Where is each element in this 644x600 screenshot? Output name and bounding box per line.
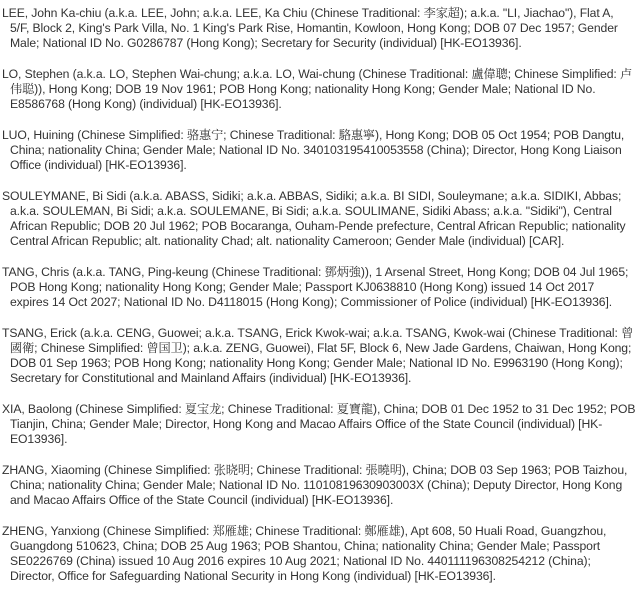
list-entry-lee-john: LEE, John Ka-chiu (a.k.a. LEE, John; a.k.a. LEE, Ka Chiu (Chinese Traditional: 李家超); a.k.a. "LI, Jiachao"), Flat A, 5/F, Block 2, King's Park Villa, No. 1 King's Park Rise, Homantin, Kowloon, Hong Kong; DOB 07 Dec 1957; Gender Male; National ID No. G0286787 (Hong Kong); Secretary for Security (individual) [HK-EO13936].	[2, 6, 618, 50]
list-entry-lo-stephen: LO, Stephen (a.k.a. LO, Stephen Wai-chung; a.k.a. LO, Wai-chung (Chinese Traditional: 盧偉聰; Chinese Simplified: 卢伟聪)), Hong Kong; DOB 19 Nov 1961; POB Hong Kong; nationality Hong Kong; Gender Male; National ID No. E8586768 (Hong Kong) (individual) [HK-EO13936].	[2, 67, 633, 111]
list-entry-zheng-yanxiong: ZHENG, Yanxiong (Chinese Simplified: 郑雁雄; Chinese Traditional: 鄭雁雄), Apt 608, 50 Huali Road, Guangzhou, Guangdong 510623, China; DOB 25 Aug 1963; POB Shantou, China; nationality China; Gender Male; Passport SE0226769 (China) issued 10 Aug 2016 expires 10 Aug 2021; National ID No. 440111196308254212 (China); Director, Office for Safeguarding National Security in Hong Kong (individual) [HK-EO13936].	[2, 524, 607, 583]
list-entry-tang-chris: TANG, Chris (a.k.a. TANG, Ping-keung (Chinese Traditional: 鄧炳強)), 1 Arsenal Street, Hong Kong; DOB 04 Jul 1965; POB Hong Kong; nationality Hong Kong; Gender Male; Passport KJ0638810 (Hong Kong) issued 14 Oct 2017 expires 14 Oct 2027; National ID No. D4118015 (Hong Kong); Commissioner of Police (individual) [HK-EO13936].	[2, 265, 629, 309]
list-entry-luo-huining: LUO, Huining (Chinese Simplified: 骆惠宁; Chinese Traditional: 駱惠寧), Hong Kong; DOB 05 Oct 1954; POB Dangtu, China; nationality China; Gender Male; National ID No. 340103195410053558 (China); Director, Hong Kong Liaison Office (individual) [HK-EO13936].	[2, 128, 625, 172]
list-entry-zhang-xiaoming: ZHANG, Xiaoming (Chinese Simplified: 张晓明; Chinese Traditional: 張曉明), China; DOB 03 Sep 1963; POB Taizhou, China; nationality China; Gender Male; National ID No. 11010819630903003X (China); Deputy Director, Hong Kong and Macao Affairs Office of the State Council (individual) [HK-EO13936].	[2, 463, 628, 507]
sanctions-list	[2, 6, 636, 600]
list-entry-xia-baolong: XIA, Baolong (Chinese Simplified: 夏宝龙; Chinese Traditional: 夏寶龍), China; DOB 01 Dec 1952 to 31 Dec 1952; POB Tianjin, China; Gender Male; Director, Hong Kong and Macao Affairs Office of the State Council (individual) [HK-EO13936].	[2, 402, 636, 446]
list-entry-souleymane-bi-sidi: SOULEYMANE, Bi Sidi (a.k.a. ABASS, Sidiki; a.k.a. ABBAS, Sidiki; a.k.a. BI SIDI, Souleymane; a.k.a. SIDIKI, Abbas; a.k.a. SOULEMAN, Bi Sidi; a.k.a. SOULEMANE, Bi Sidi; a.k.a. SOULIMANE, Sidiki Abass; a.k.a. "Sidiki"), Central African Republic; DOB 20 Jul 1962; POB Bocaranga, Ouham-Pende prefecture, Central African Republic; nationality Central African Republic; alt. nationality Chad; alt. nationality Cameroon; Gender Male (individual) [CAR].	[2, 189, 626, 248]
list-entry-tsang-erick: TSANG, Erick (a.k.a. CENG, Guowei; a.k.a. TSANG, Erick Kwok-wai; a.k.a. TSANG, Kwok-wai (Chinese Traditional: 曾國衛; Chinese Simplified: 曾国卫); a.k.a. ZENG, Guowei), Flat 5F, Block 6, New Jade Gardens, Chaiwan, Hong Kong; DOB 01 Sep 1963; POB Hong Kong; nationality Hong Kong; Gender Male; National ID No. E9963190 (Hong Kong); Secretary for Constitutional and Mainland Affairs (individual) [HK-EO13936].	[2, 326, 634, 385]
